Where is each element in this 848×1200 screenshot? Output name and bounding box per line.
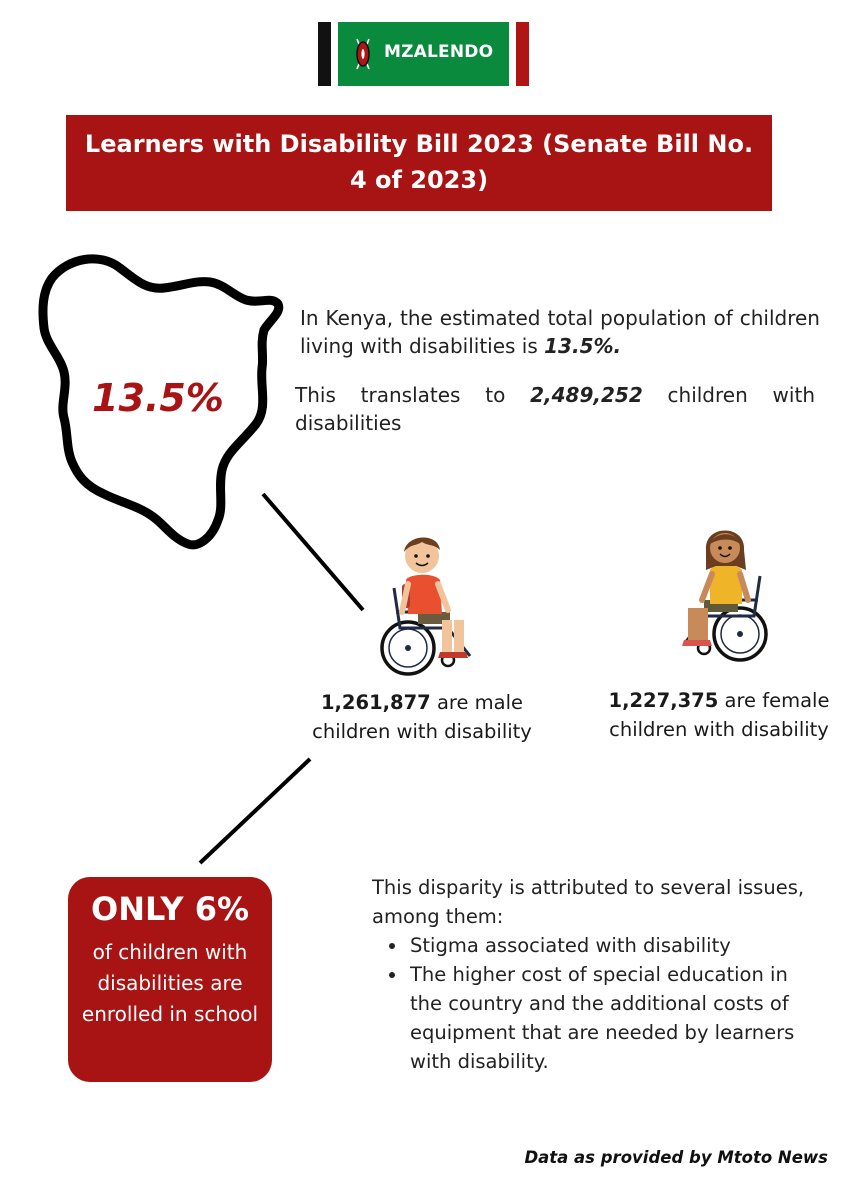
reasons-section	[372, 873, 812, 1076]
intro-count: 2,489,252	[530, 383, 643, 407]
enrolled-body: of children with disabilities are enrolled in school	[81, 940, 259, 1026]
intro-text: In Kenya, the estimated total population of children living with disabilities is	[300, 306, 820, 358]
connector-line	[255, 490, 375, 620]
list-item: • Stigma associated with disability	[408, 931, 812, 960]
map-percent-label: 13.5%	[92, 376, 224, 420]
reasons-intro: This disparity is attributed to several issues, among them:	[372, 876, 805, 928]
female-number: 1,227,375	[608, 689, 719, 712]
boy-wheelchair-icon	[378, 528, 488, 680]
title-banner	[66, 115, 772, 211]
intro-text: children with disabilities	[295, 383, 815, 435]
reasons-list	[372, 931, 812, 1076]
female-text: are female children with disability	[609, 689, 830, 741]
intro-paragraph-population	[300, 304, 820, 360]
mzalendo-logo	[318, 22, 529, 86]
enrolled-callout	[68, 877, 272, 1082]
page-title: Learners with Disability Bill 2023 (Senate Bill No. 4 of 2023)	[84, 130, 754, 194]
girl-wheelchair-icon	[666, 520, 776, 670]
intro-text: This translates to	[295, 383, 531, 407]
logo-name: MZALENDO	[384, 42, 494, 62]
male-stat	[296, 688, 548, 746]
flag-stripe-white	[509, 22, 516, 86]
male-text: are male children with disability	[312, 691, 532, 743]
source-credit: Data as provided by Mtoto News	[524, 1148, 828, 1167]
flag-stripe-white	[331, 22, 338, 86]
connector-line	[190, 755, 320, 870]
intro-paragraph-count	[295, 381, 815, 437]
intro-percent: 13.5%.	[544, 334, 622, 358]
female-stat	[594, 686, 844, 744]
male-number: 1,261,877	[320, 691, 431, 714]
flag-stripe-black	[318, 22, 331, 86]
enrolled-headline: ONLY 6%	[90, 890, 250, 928]
list-item: • The higher cost of special education in the country and the additional costs of equipment that are needed by learners with disability.	[408, 960, 812, 1076]
maasai-shield-icon	[354, 37, 372, 71]
flag-stripe-red	[516, 22, 529, 86]
